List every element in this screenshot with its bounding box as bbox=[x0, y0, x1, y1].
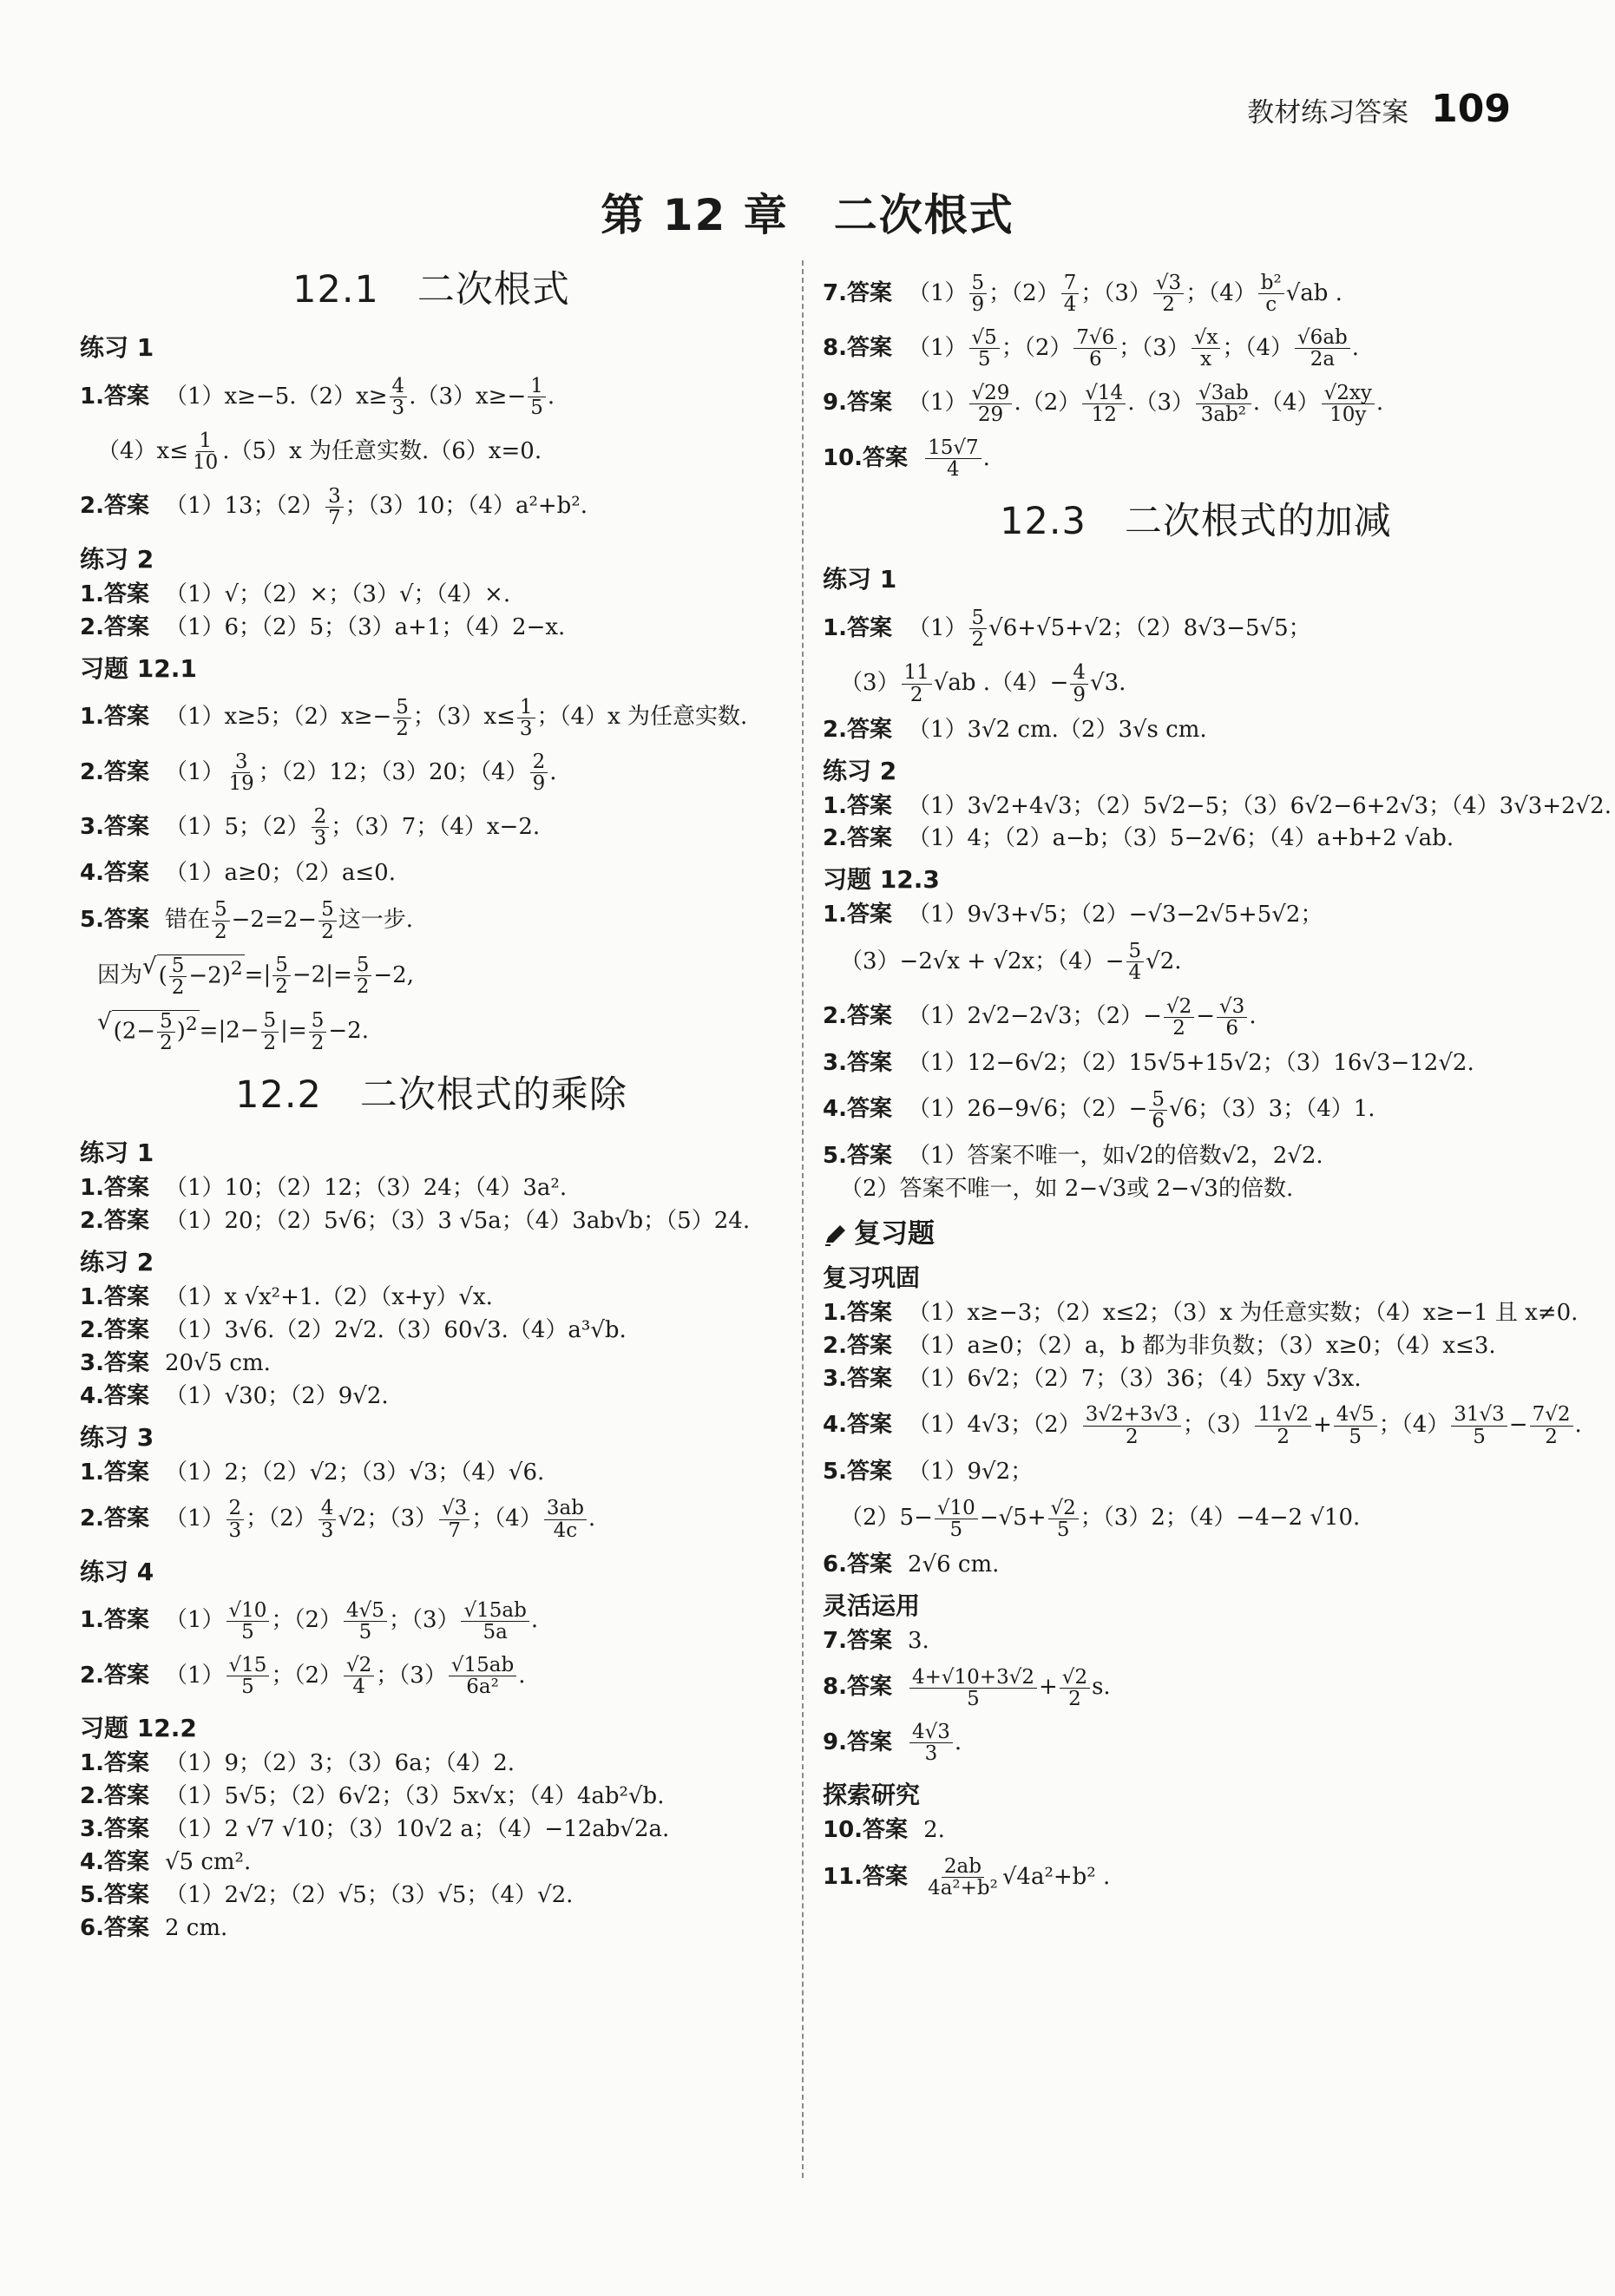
answer-text: ；（2） bbox=[246, 1506, 317, 1532]
review-heading bbox=[823, 1211, 1569, 1250]
fraction: $\frac{5}{2}$ bbox=[212, 899, 230, 941]
answer-label: 6.答案 bbox=[80, 1914, 149, 1941]
fraction: $\frac{√10}{5}$ bbox=[935, 1498, 978, 1540]
fraction: $\frac{15√7}{4}$ bbox=[925, 437, 981, 480]
fraction: $\frac{√x}{x}$ bbox=[1192, 327, 1221, 370]
answer-text: （4）x≤ bbox=[97, 437, 188, 464]
fraction: $\frac{1}{10}$ bbox=[193, 430, 219, 475]
answer-text: （1）2√2−2√3；（2）− bbox=[907, 1003, 1162, 1030]
answer-text: −2, bbox=[373, 961, 414, 988]
answer-text: ；（3） bbox=[1080, 279, 1152, 306]
answer-row bbox=[80, 582, 783, 608]
answer-row-continued bbox=[823, 662, 1569, 705]
answer-label: 10.答案 bbox=[823, 444, 909, 471]
answer-label: 3.答案 bbox=[823, 1049, 892, 1076]
answer-label: 4.答案 bbox=[823, 1412, 892, 1439]
answer-row bbox=[823, 996, 1569, 1039]
answer-text: .（2） bbox=[1014, 390, 1081, 417]
answer-row bbox=[80, 1460, 783, 1486]
fraction: $\frac{√3}{6}$ bbox=[1217, 996, 1247, 1039]
answer-text: = bbox=[287, 1018, 307, 1045]
answer-text: . bbox=[1351, 334, 1360, 361]
answer-text: ；（3）x≤ bbox=[412, 704, 515, 731]
answer-label: 2.答案 bbox=[80, 1783, 149, 1810]
chapter-title: 第 12 章 二次根式 bbox=[601, 190, 1014, 240]
answer-text: （1）3√2+4√3；（2）5√2−5；（3）6√2−6+2√3；（4）3√3+2√2. bbox=[907, 792, 1612, 819]
fraction: $\frac{3ab}{4c}$ bbox=[544, 1498, 587, 1540]
answer-text: ；（3） bbox=[1182, 1412, 1254, 1439]
answer-text: （1）4√3；（2） bbox=[907, 1412, 1081, 1439]
answer-label: 2.答案 bbox=[80, 493, 149, 520]
fraction: $\frac{5}{4}$ bbox=[1126, 941, 1145, 983]
answer-text: （1）3√2 cm.（2）3√s cm. bbox=[907, 716, 1207, 743]
answer-text: .（5）x 为任意实数.（6）x=0. bbox=[222, 437, 542, 464]
answer-text: （1）4；（2）a−b；（3）5−2√6；（4）a+b+2 √ab. bbox=[907, 825, 1454, 852]
answer-label: 1.答案 bbox=[823, 792, 892, 819]
answer-text: （1）√；（2）×；（3）√；（4）×. bbox=[164, 581, 511, 607]
answer-label: 2.答案 bbox=[80, 1316, 149, 1343]
answer-text: 错在 bbox=[164, 907, 210, 934]
fraction: $\frac{3√2+3√3}{2}$ bbox=[1083, 1404, 1181, 1446]
answer-text: ；（3）7；（4）x−2. bbox=[331, 813, 541, 840]
answer-row-continued bbox=[80, 430, 783, 473]
answer-text: （1）a≥0；（2）a，b 都为非负数；（3）x≥0；（4）x≤3. bbox=[907, 1332, 1496, 1359]
fraction: $\frac{1}{3}$ bbox=[517, 697, 535, 739]
answer-text: ；（4） bbox=[1378, 1412, 1450, 1439]
answer-text: （1） bbox=[907, 390, 968, 417]
fraction: $\frac{5}{2}$ bbox=[318, 899, 337, 941]
answer-row bbox=[823, 1089, 1569, 1132]
homework-heading: 习题 12.1 bbox=[80, 653, 197, 683]
fraction: $\frac{7√6}{6}$ bbox=[1073, 327, 1117, 370]
answer-text: （1）9√3+√5；（2）−√3−2√5+5√2； bbox=[907, 902, 1323, 928]
review-title: 复习题 bbox=[854, 1217, 935, 1250]
answer-label: 2.答案 bbox=[823, 1332, 892, 1359]
fraction: $\frac{5}{2}$ bbox=[393, 697, 411, 739]
fraction: $\frac{√2}{4}$ bbox=[344, 1655, 374, 1697]
answer-text: （1）2 √7 √10；（3）10√2 a；（4）−12ab√2a. bbox=[164, 1816, 670, 1843]
answer-label: 1.答案 bbox=[80, 1459, 149, 1486]
answer-text: . bbox=[530, 1607, 539, 1634]
answer-text: √ab . bbox=[1285, 279, 1343, 306]
answer-text: √6；（3）3；（4）1. bbox=[1169, 1096, 1375, 1123]
exercise-heading: 练习 1 bbox=[80, 1138, 154, 1168]
fraction: $\frac{2}{3}$ bbox=[226, 1498, 245, 1540]
answer-row bbox=[80, 1600, 783, 1643]
answer-label: 5.答案 bbox=[823, 1142, 892, 1169]
section-title-12-2: 12.2 二次根式的乘除 bbox=[235, 1073, 627, 1118]
answer-label: 1.答案 bbox=[80, 383, 149, 410]
answer-text: √3. bbox=[1090, 670, 1126, 697]
answer-text: −2. bbox=[328, 1018, 369, 1045]
answer-text: .（4） bbox=[1252, 390, 1320, 417]
answer-text: . bbox=[982, 444, 990, 471]
section-title-12-3: 12.3 二次根式的加减 bbox=[1000, 500, 1392, 544]
answer-row bbox=[80, 1285, 783, 1311]
answer-text: . bbox=[547, 383, 555, 410]
fraction: $\frac{√14}{12}$ bbox=[1082, 383, 1126, 425]
answer-row bbox=[823, 826, 1569, 852]
review-subheading: 复习巩固 bbox=[823, 1263, 921, 1292]
exercise-heading: 练习 2 bbox=[80, 1247, 154, 1276]
answer-text: √ab .（4）− bbox=[933, 670, 1069, 697]
answer-row bbox=[80, 1817, 783, 1843]
answer-row bbox=[823, 1667, 1569, 1709]
answer-text: 2√6 cm. bbox=[907, 1551, 1000, 1578]
answer-text: ；（4） bbox=[471, 1506, 542, 1532]
answer-text: = bbox=[199, 1018, 219, 1045]
fraction: $\frac{√2xy}{10y}$ bbox=[1322, 383, 1375, 425]
answer-row bbox=[80, 861, 783, 887]
answer-row bbox=[80, 376, 783, 418]
exercise-heading: 练习 1 bbox=[823, 565, 897, 594]
pencil-icon bbox=[823, 1222, 849, 1248]
answer-text: （2）答案不唯一，如 2−√3或 2−√3的倍数. bbox=[840, 1175, 1294, 1202]
fraction: $\frac{2}{9}$ bbox=[530, 751, 548, 794]
answer-text: （1）12−6√2；（2）15√5+15√2；（3）16√3−12√2. bbox=[907, 1049, 1474, 1076]
answer-text: （1）9√2； bbox=[907, 1458, 1034, 1485]
fraction: $\frac{31√3}{5}$ bbox=[1451, 1404, 1507, 1446]
answer-label: 7.答案 bbox=[823, 279, 892, 306]
fraction: $\frac{√3}{2}$ bbox=[1153, 272, 1184, 315]
answer-row-continued bbox=[823, 1177, 1569, 1203]
fraction: $\frac{√15}{5}$ bbox=[226, 1655, 270, 1697]
answer-text: （1）20；（2）5√6；（3）3 √5a；（4）3ab√b；（5）24. bbox=[164, 1208, 751, 1235]
fraction: $\frac{4√3}{3}$ bbox=[909, 1722, 953, 1764]
answer-text: ；（2） bbox=[271, 1662, 342, 1689]
answer-label: 9.答案 bbox=[823, 1729, 892, 1755]
fraction: $\frac{5}{2}$ bbox=[969, 607, 988, 650]
answer-text: = bbox=[244, 961, 264, 988]
answer-row bbox=[80, 1850, 783, 1876]
answer-text: + bbox=[1039, 1674, 1058, 1701]
answer-row bbox=[80, 1916, 783, 1942]
answer-label: 2.答案 bbox=[823, 1003, 892, 1030]
answer-label: 1.答案 bbox=[80, 704, 149, 731]
answer-text: . bbox=[518, 1662, 526, 1689]
answer-row bbox=[823, 1051, 1569, 1077]
answer-row bbox=[80, 1883, 783, 1909]
answer-label: 6.答案 bbox=[823, 1551, 892, 1578]
answer-row bbox=[80, 806, 783, 849]
answer-label: 4.答案 bbox=[80, 1382, 149, 1409]
answer-label: 3.答案 bbox=[80, 1816, 149, 1843]
answer-label: 3.答案 bbox=[80, 813, 149, 840]
answer-text: .（3）x≥− bbox=[409, 383, 527, 410]
answer-text: （1）5；（2） bbox=[164, 813, 310, 840]
answer-text: （1）9；（2）3；（3）6a；（4）2. bbox=[164, 1750, 515, 1777]
answer-row bbox=[823, 1334, 1569, 1360]
answer-text: 2 cm. bbox=[164, 1914, 228, 1941]
fraction: $\frac{4√5}{5}$ bbox=[1334, 1404, 1377, 1446]
answer-text: ；（4）x 为任意实数. bbox=[536, 704, 748, 731]
exercise-heading: 练习 1 bbox=[80, 333, 154, 362]
answer-text: （1） bbox=[164, 1662, 225, 1689]
answer-text: 20√5 cm. bbox=[164, 1349, 271, 1376]
answer-text: 因为 bbox=[97, 961, 143, 988]
answer-label: 2.答案 bbox=[80, 613, 149, 640]
answer-text: ；（3） bbox=[1119, 334, 1190, 361]
exercise-heading: 练习 2 bbox=[80, 544, 154, 574]
answer-row bbox=[823, 1552, 1569, 1578]
answer-row bbox=[80, 1384, 783, 1410]
answer-text: （1）2√2；（2）√5；（3）√5；（4）√2. bbox=[164, 1881, 574, 1908]
answer-text: = bbox=[332, 961, 352, 988]
answer-row bbox=[80, 1498, 783, 1540]
answer-text: ；（2） bbox=[988, 279, 1060, 306]
answer-text: （1） bbox=[164, 1607, 225, 1634]
answer-text: （1）x≥5；（2）x≥− bbox=[164, 704, 392, 731]
fraction: $\frac{√29}{29}$ bbox=[969, 383, 1013, 425]
fraction: $\frac{√15ab}{\text{6a²}}$ bbox=[449, 1655, 516, 1697]
answer-label: 1.答案 bbox=[823, 902, 892, 928]
answer-text: （1） bbox=[164, 758, 225, 785]
fraction: $\frac{4}{3}$ bbox=[318, 1498, 337, 1540]
answer-label: 1.答案 bbox=[80, 1175, 149, 1202]
fraction: $\frac{11}{2}$ bbox=[902, 662, 932, 705]
answer-text: ；（3）10；（4）a²+b². bbox=[345, 493, 588, 520]
answer-row bbox=[823, 1460, 1569, 1486]
answer-text: . bbox=[1574, 1412, 1582, 1439]
answer-label: 8.答案 bbox=[823, 1674, 892, 1701]
answer-label: 4.答案 bbox=[80, 860, 149, 887]
answer-text: − bbox=[1508, 1412, 1528, 1439]
answer-row-continued bbox=[80, 954, 783, 998]
answer-text: （1）3√6.（2）2√2.（3）60√3.（4）a³√b. bbox=[164, 1316, 627, 1343]
answer-text: （1）答案不唯一，如√2的倍数√2，2√2. bbox=[907, 1142, 1323, 1169]
answer-row bbox=[823, 1367, 1569, 1393]
answer-text: √2. bbox=[1146, 948, 1182, 974]
fraction: $\frac{\text{b²}}{c}$ bbox=[1258, 272, 1284, 315]
fraction: $\frac{√10}{5}$ bbox=[226, 1600, 270, 1643]
fraction: $\frac{2ab}{\text{4a²+b²}}$ bbox=[928, 1855, 998, 1900]
answer-row bbox=[823, 1403, 1582, 1448]
answer-text: ；（3）2；（4）−4−2 √10. bbox=[1080, 1505, 1361, 1532]
answer-label: 2.答案 bbox=[823, 825, 892, 852]
abs-expression: |2− $\frac{5}{2}$ | bbox=[218, 1009, 288, 1054]
answer-label: 3.答案 bbox=[823, 1365, 892, 1392]
fraction: $\frac{√2}{5}$ bbox=[1048, 1498, 1079, 1540]
answer-row bbox=[823, 327, 1569, 370]
answer-label: 5.答案 bbox=[823, 1458, 892, 1485]
left-column bbox=[80, 260, 783, 1949]
answer-text: s. bbox=[1092, 1674, 1111, 1701]
fraction: $\frac{4}{9}$ bbox=[1070, 662, 1088, 705]
answer-row bbox=[80, 1751, 783, 1777]
answer-text: 3. bbox=[907, 1627, 929, 1654]
sqrt-expression: √ ( $\frac{5}{2}$ −2)$^2$ bbox=[142, 953, 243, 999]
answer-text: ；（2） bbox=[1001, 334, 1073, 361]
fraction: $\frac{5}{9}$ bbox=[969, 272, 988, 315]
answer-text: （1）6√2；（2）7；（3）36；（4）5xy √3x. bbox=[907, 1365, 1362, 1392]
answer-row bbox=[823, 1722, 1569, 1764]
answer-label: 1.答案 bbox=[80, 581, 149, 607]
fraction: $\frac{1}{5}$ bbox=[528, 376, 546, 418]
answer-text: （1）13；（2） bbox=[164, 493, 325, 520]
header-section: 教材练习答案 bbox=[1247, 97, 1409, 128]
answer-text: （2）5− bbox=[840, 1505, 933, 1532]
answer-label: 7.答案 bbox=[823, 1627, 892, 1654]
answer-row bbox=[80, 1209, 783, 1235]
answer-row-continued bbox=[80, 1010, 783, 1053]
answer-row bbox=[823, 718, 1569, 744]
answer-text: .（3） bbox=[1127, 390, 1195, 417]
answer-label: 2.答案 bbox=[823, 716, 892, 743]
fraction: $\frac{3}{19}$ bbox=[228, 750, 254, 796]
fraction: $\frac{√5}{5}$ bbox=[969, 327, 1000, 370]
answer-row bbox=[80, 1351, 783, 1377]
answer-text: （1）x≥−5.（2）x≥ bbox=[164, 383, 388, 410]
homework-heading: 习题 12.3 bbox=[823, 865, 940, 895]
fraction: $\frac{5}{2}$ bbox=[354, 954, 372, 997]
section-title-12-1: 12.1 二次根式 bbox=[292, 268, 570, 312]
answer-text: （1）a≥0；（2）a≤0. bbox=[164, 860, 396, 887]
answer-text: √6+√5+√2；（2）8√3−5√5； bbox=[988, 614, 1311, 641]
answer-text: ；（3） bbox=[388, 1607, 460, 1634]
answer-text: . bbox=[588, 1506, 596, 1532]
answer-text: （1）10；（2）12；（3）24；（4）3a². bbox=[164, 1175, 568, 1202]
answer-label: 9.答案 bbox=[823, 390, 892, 417]
answer-row bbox=[823, 383, 1569, 425]
answer-label: 2.答案 bbox=[80, 1662, 149, 1689]
answer-text: ；（2） bbox=[271, 1607, 342, 1634]
answer-row bbox=[823, 1299, 1579, 1327]
sqrt-expression: √ (2− $\frac{5}{2}$ )$^2$ bbox=[97, 1008, 198, 1055]
fraction: $\frac{3}{7}$ bbox=[325, 486, 344, 528]
fraction: $\frac{7}{4}$ bbox=[1061, 272, 1080, 315]
exercise-heading: 练习 2 bbox=[823, 756, 897, 785]
answer-row bbox=[823, 902, 1569, 928]
answer-row bbox=[823, 1144, 1569, 1170]
answer-text: √5 cm². bbox=[164, 1848, 252, 1875]
answer-row-continued bbox=[823, 941, 1569, 983]
answer-text: −2=2− bbox=[231, 907, 318, 934]
page-number: 109 bbox=[1431, 87, 1511, 131]
answer-label: 1.答案 bbox=[80, 1283, 149, 1310]
answer-label: 2.答案 bbox=[80, 758, 149, 785]
answer-row bbox=[80, 697, 783, 739]
answer-text: −√5+ bbox=[979, 1505, 1047, 1532]
answer-row bbox=[823, 272, 1569, 315]
abs-expression: | $\frac{5}{2}$ −2| bbox=[263, 954, 333, 999]
answer-label: 4.答案 bbox=[80, 1848, 149, 1875]
answer-text: 2. bbox=[923, 1817, 945, 1844]
exercise-heading: 练习 3 bbox=[80, 1422, 154, 1452]
answer-row-continued bbox=[823, 1498, 1569, 1540]
answer-text: （1）x≥−3；（2）x≤2；（3）x 为任意实数；（4）x≥−1 且 x≠0. bbox=[907, 1299, 1579, 1326]
fraction: $\frac{4√5}{5}$ bbox=[344, 1600, 387, 1643]
answer-label: 8.答案 bbox=[823, 334, 892, 361]
answer-label: 1.答案 bbox=[80, 1607, 149, 1634]
fraction: $\frac{2}{3}$ bbox=[312, 806, 330, 849]
answer-label: 5.答案 bbox=[80, 1881, 149, 1908]
fraction: $\frac{√2}{2}$ bbox=[1060, 1667, 1090, 1709]
fraction: $\frac{√3}{7}$ bbox=[439, 1498, 469, 1540]
fraction: $\frac{5}{6}$ bbox=[1149, 1089, 1167, 1132]
fraction: $\frac{√3ab}{\text{3ab²}}$ bbox=[1196, 383, 1251, 425]
fraction: $\frac{7√2}{2}$ bbox=[1530, 1404, 1573, 1446]
answer-row bbox=[80, 1655, 783, 1697]
answer-text: （3）−2√x + √2x；（4）− bbox=[840, 948, 1125, 974]
answer-text: . bbox=[549, 758, 557, 785]
answer-text: . bbox=[1375, 390, 1384, 417]
answer-row bbox=[80, 1318, 783, 1344]
answer-text: ；（4） bbox=[1222, 334, 1294, 361]
fraction: $\frac{4+√10+3√2}{5}$ bbox=[909, 1667, 1037, 1709]
answer-row bbox=[823, 1629, 1569, 1655]
answer-text: （1） bbox=[907, 279, 968, 306]
answer-label: 10.答案 bbox=[823, 1817, 909, 1844]
review-subheading: 探索研究 bbox=[823, 1781, 921, 1810]
fraction: $\frac{11√2}{2}$ bbox=[1255, 1404, 1311, 1446]
answer-row bbox=[823, 792, 1612, 820]
answer-text: （1）x √x²+1.（2）（x+y）√x. bbox=[164, 1283, 493, 1310]
page-header bbox=[1247, 87, 1511, 131]
answer-row bbox=[823, 437, 1569, 480]
answer-text: （1）6；（2）5；（3）a+1；（4）2−x. bbox=[164, 613, 566, 640]
answer-text: （1）√30；（2）9√2. bbox=[164, 1382, 389, 1409]
answer-text: + bbox=[1312, 1412, 1332, 1439]
answer-text: （1）5√5；（2）6√2；（3）5x√x；（4）4ab²√b. bbox=[164, 1783, 665, 1810]
answer-label: 1.答案 bbox=[823, 1299, 892, 1326]
answer-label: 1.答案 bbox=[80, 1750, 149, 1777]
answer-text: （1） bbox=[907, 334, 968, 361]
fraction: $\frac{4}{3}$ bbox=[390, 376, 408, 418]
answer-text: − bbox=[1196, 1003, 1216, 1030]
right-column bbox=[823, 260, 1612, 1911]
answer-row bbox=[80, 1784, 783, 1810]
answer-text: √2；（3） bbox=[338, 1506, 437, 1532]
answer-text: √4a²+b² . bbox=[1001, 1863, 1111, 1890]
answer-text: ；（4） bbox=[1185, 279, 1257, 306]
fraction: $\frac{5}{2}$ bbox=[309, 1010, 327, 1053]
answer-label: 3.答案 bbox=[80, 1349, 149, 1376]
homework-heading: 习题 12.2 bbox=[80, 1714, 197, 1743]
answer-label: 2.答案 bbox=[80, 1506, 149, 1532]
answer-label: 2.答案 bbox=[80, 1208, 149, 1235]
fraction: $\frac{√6ab}{2a}$ bbox=[1295, 327, 1350, 370]
answer-text: （1） bbox=[164, 1506, 225, 1532]
fraction: $\frac{√2}{2}$ bbox=[1164, 996, 1194, 1039]
answer-label: 1.答案 bbox=[823, 614, 892, 641]
answer-row bbox=[80, 615, 783, 641]
answer-label: 4.答案 bbox=[823, 1096, 892, 1123]
answer-text: ；（3） bbox=[376, 1662, 447, 1689]
answer-text: . bbox=[954, 1729, 962, 1755]
answer-text: 这一步. bbox=[338, 907, 413, 934]
column-divider bbox=[802, 260, 804, 2178]
answer-label: 5.答案 bbox=[80, 907, 149, 934]
answer-row bbox=[80, 486, 783, 528]
answer-row bbox=[823, 607, 1569, 650]
answer-label: 11.答案 bbox=[823, 1863, 909, 1890]
answer-text: （1）2；（2）√2；（3）√3；（4）√6. bbox=[164, 1459, 545, 1486]
answer-text: ；（2）12；（3）20；（4） bbox=[258, 758, 528, 785]
exercise-heading: 练习 4 bbox=[80, 1557, 154, 1586]
answer-row bbox=[823, 1856, 1569, 1899]
answer-text: . bbox=[1249, 1003, 1257, 1030]
answer-row bbox=[80, 1176, 783, 1202]
review-subheading: 灵活运用 bbox=[823, 1591, 921, 1620]
answer-text: （1）26−9√6；（2）− bbox=[907, 1096, 1148, 1123]
answer-text: （1） bbox=[907, 614, 968, 641]
answer-row bbox=[80, 751, 783, 794]
answer-row bbox=[823, 1818, 1569, 1844]
fraction: $\frac{√15ab}{5a}$ bbox=[461, 1600, 528, 1643]
answer-row bbox=[80, 899, 783, 941]
answer-text: （3） bbox=[840, 670, 900, 697]
